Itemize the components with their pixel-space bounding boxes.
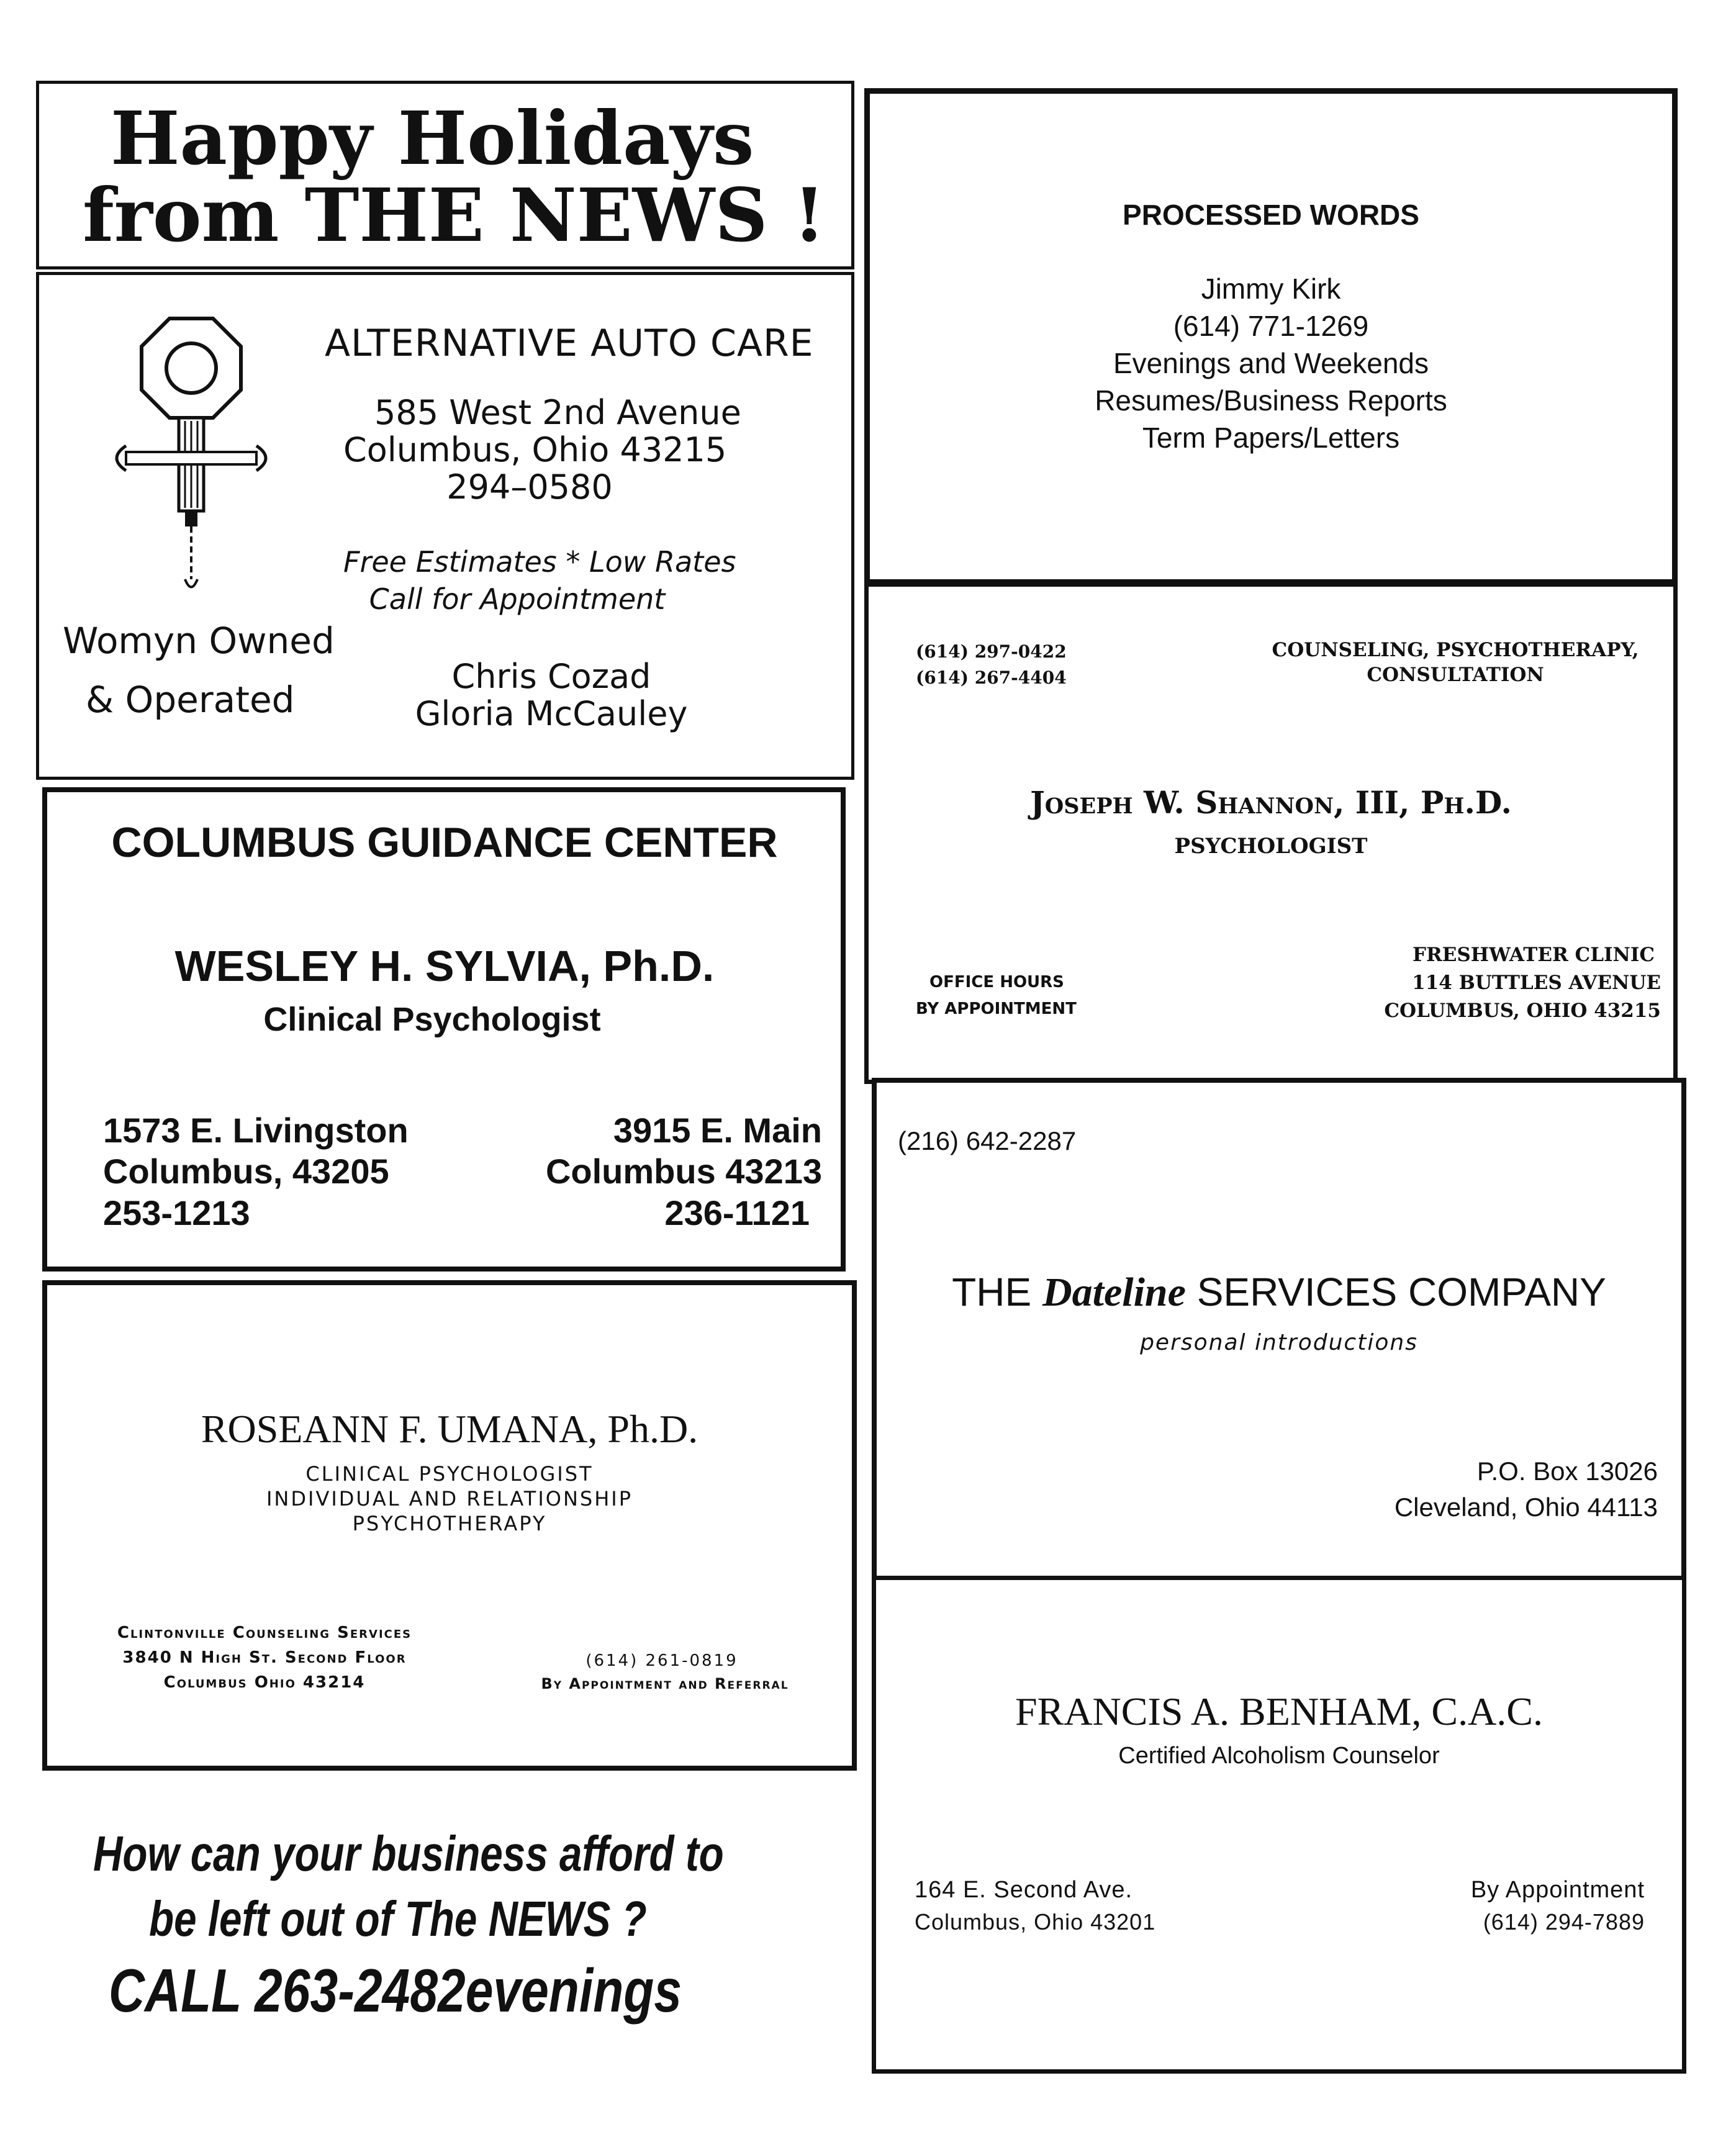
umana-city: Columbus Ohio 43214 — [163, 1673, 366, 1692]
shannon-hours-2: BY APPOINTMENT — [916, 1000, 1077, 1018]
guidance-left-city: Columbus, 43205 — [103, 1152, 389, 1191]
dateline-card — [872, 1078, 1686, 1582]
shannon-name: Joseph W. Shannon, III, Ph.D. — [1030, 784, 1512, 821]
guidance-doctor-title: Clinical Psychologist — [263, 1001, 601, 1038]
benham-city: Columbus, Ohio 43201 — [915, 1909, 1156, 1935]
umana-street: 3840 N High St. Second Floor — [122, 1648, 407, 1667]
benham-phone: (614) 294-7889 — [1483, 1909, 1645, 1935]
shannon-card — [864, 582, 1678, 1084]
holiday-banner — [36, 81, 854, 269]
processed-words-name: PROCESSED WORDS — [1123, 199, 1419, 231]
shannon-title: PSYCHOLOGIST — [1174, 834, 1368, 859]
umana-org: Clintonville Counseling Services — [117, 1624, 412, 1642]
umana-name: ROSEANN F. UMANA, Ph.D. — [201, 1407, 698, 1451]
guidance-right-phone: 236-1121 — [664, 1193, 810, 1232]
auto-care-name: ALTERNATIVE AUTO CARE — [325, 322, 814, 365]
guidance-left-phone: 253-1213 — [103, 1193, 250, 1232]
auto-care-city: Columbus, Ohio 43215 — [343, 430, 727, 469]
shannon-services-2: CONSULTATION — [1367, 664, 1544, 686]
auto-care-person-2: Gloria McCauley — [415, 694, 688, 733]
umana-line-2: INDIVIDUAL AND RELATIONSHIP — [266, 1487, 633, 1511]
dateline-name-line — [877, 1269, 1681, 1316]
dateline-name-pre: THE — [952, 1270, 1032, 1314]
guidance-right-city: Columbus 43213 — [545, 1152, 822, 1191]
guidance-center-name: COLUMBUS GUIDANCE CENTER — [111, 819, 778, 866]
benham-appointment: By Appointment — [1470, 1877, 1645, 1903]
shannon-phone-2: (614) 267-4404 — [916, 667, 1067, 688]
dateline-tagline: personal introductions — [1140, 1330, 1418, 1355]
promo-line-3: CALL 263-2482evenings — [109, 1956, 682, 2025]
processed-words-card — [864, 88, 1678, 585]
processed-words-service-2: Term Papers/Letters — [1142, 422, 1400, 454]
promo-line-2: be left out of The NEWS ? — [149, 1891, 647, 1946]
processed-words-hours: Evenings and Weekends — [1113, 347, 1429, 379]
benham-card — [872, 1576, 1686, 2074]
umana-line-1: CLINICAL PSYCHOLOGIST — [305, 1462, 594, 1486]
benham-title: Certified Alcoholism Counselor — [1118, 1743, 1440, 1769]
benham-street: 164 E. Second Ave. — [915, 1877, 1133, 1903]
dateline-city: Cleveland, Ohio 44113 — [1394, 1493, 1658, 1522]
guidance-center-card — [42, 787, 846, 1272]
auto-care-card — [36, 272, 854, 780]
shannon-city: COLUMBUS, OHIO 43215 — [1384, 1000, 1661, 1022]
guidance-doctor-name: WESLEY H. SYLVIA, Ph.D. — [174, 942, 715, 990]
auto-care-street: 585 West 2nd Avenue — [374, 393, 741, 432]
umana-line-3: PSYCHOTHERAPY — [352, 1512, 547, 1535]
shannon-clinic: FRESHWATER CLINIC — [1413, 944, 1655, 966]
processed-words-phone: (614) 771-1269 — [1173, 310, 1369, 342]
auto-care-owned-2: & Operated — [86, 679, 295, 721]
guidance-right-street: 3915 E. Main — [613, 1111, 822, 1150]
auto-care-person-1: Chris Cozad — [451, 657, 651, 696]
dateline-box: P.O. Box 13026 — [1476, 1457, 1658, 1486]
umana-appointment: By Appointment and Referral — [541, 1675, 789, 1692]
processed-words-service-1: Resumes/Business Reports — [1095, 384, 1447, 417]
holiday-line-1: Happy Holidays — [111, 95, 754, 181]
auto-care-phone: 294–0580 — [446, 468, 613, 507]
dateline-phone: (216) 642-2287 — [898, 1126, 1077, 1155]
shannon-street: 114 BUTTLES AVENUE — [1412, 972, 1661, 994]
guidance-left-street: 1573 E. Livingston — [103, 1111, 409, 1150]
umana-phone: (614) 261-0819 — [585, 1651, 738, 1670]
promo-line-1: How can your business afford to — [93, 1826, 724, 1881]
shannon-services-1: COUNSELING, PSYCHOTHERAPY, — [1272, 639, 1639, 661]
auto-care-owned-1: Womyn Owned — [63, 620, 335, 662]
dateline-name-post: SERVICES COMPANY — [1196, 1270, 1606, 1314]
benham-name: FRANCIS A. BENHAM, C.A.C. — [1015, 1689, 1543, 1733]
shannon-hours-1: OFFICE HOURS — [929, 973, 1064, 991]
holiday-line-2: from THE NEWS ! — [83, 172, 826, 258]
auto-care-tagline-1: Free Estimates * Low Rates — [343, 545, 736, 579]
auto-care-tagline-2: Call for Appointment — [369, 582, 666, 616]
processed-words-person: Jimmy Kirk — [1201, 273, 1341, 305]
wrench-nut-logo-icon — [101, 312, 281, 604]
dateline-name-script: Dateline — [1042, 1270, 1186, 1315]
shannon-phone-1: (614) 297-0422 — [916, 641, 1067, 662]
umana-card — [42, 1280, 857, 1771]
